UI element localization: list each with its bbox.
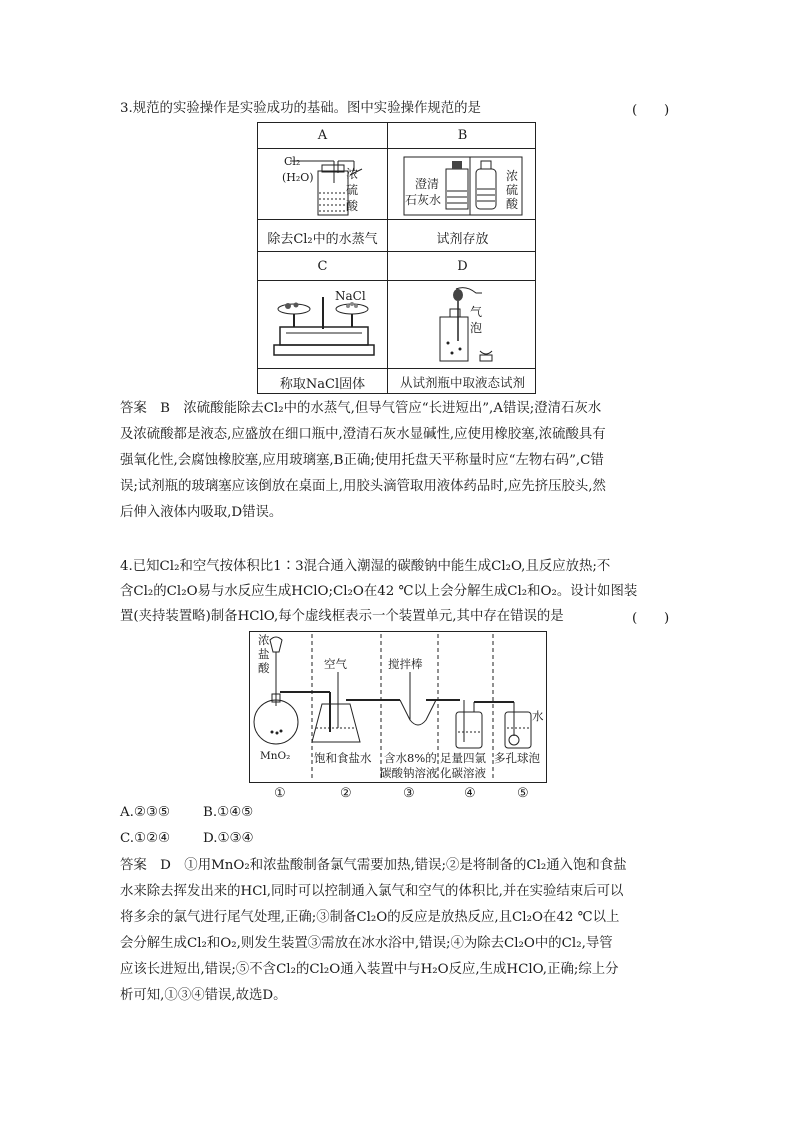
a-acid-label-2: 硫 <box>346 183 359 197</box>
q3-stem: 3.规范的实验操作是实验成功的基础。图中实验操作规范的是 <box>120 101 481 116</box>
carbonate-label-2: 碳酸钠溶液 <box>380 766 438 780</box>
air-label: 空气 <box>324 657 347 671</box>
b-limewater-label-2: 石灰水 <box>405 193 442 207</box>
conc-hcl-label-2: 盐 <box>258 647 270 661</box>
b-limewater-label-1: 澄清 <box>415 177 440 191</box>
mno2-label: MnO₂ <box>260 750 291 762</box>
a-acid-label-3: 酸 <box>346 199 359 213</box>
q4-answer-paren: ( ) <box>632 611 670 626</box>
q4-answer-line-1: 答案 D ①用MnO₂和浓盐酸制备氯气需要加热,错误;②是将制备的Cl₂通入饱和食盐 <box>120 858 627 873</box>
option-c-header: C <box>317 259 328 274</box>
option-a-header: A <box>317 128 328 143</box>
option-d: D.①③④ <box>203 831 254 846</box>
option-d-caption: 从试剂瓶中取液态试剂 <box>399 375 525 390</box>
b-acid-label-2: 硫 <box>506 183 519 197</box>
brine-label: 饱和食盐水 <box>314 751 372 765</box>
water-label: 水 <box>532 709 544 723</box>
d-bubble-label-1: 气 <box>470 305 483 319</box>
option-a: A.②③⑤ <box>120 805 170 820</box>
b-acid-label-1: 浓 <box>506 169 519 183</box>
q3-options-table <box>257 122 536 394</box>
ccl4-label-2: 化碳溶液 <box>440 766 486 780</box>
unit-number-5: ⑤ <box>517 786 529 801</box>
option-b: B.①④⑤ <box>203 805 254 820</box>
unit-number-1: ① <box>274 786 286 801</box>
q3-answer-line-3: 强氧化性,会腐蚀橡胶塞,应用玻璃塞,B正确;使用托盘天平称量时应“左物右码”,C错 <box>120 453 604 468</box>
option-c-caption: 称取NaCl固体 <box>279 377 366 392</box>
balance-diagram <box>272 293 376 363</box>
carbonate-label-1: 含水8%的 <box>384 751 437 765</box>
option-b-header: B <box>457 128 468 143</box>
option-b-caption: 试剂存放 <box>436 232 489 247</box>
a-acid-label-1: 浓 <box>346 167 359 181</box>
unit-number-4: ④ <box>464 786 476 801</box>
q4-apparatus-figure <box>249 631 547 783</box>
q4-answer-line-2: 水来除去挥发出来的HCl,同时可以控制通入氯气和空气的体积比,并在实验结束后可以 <box>120 884 624 899</box>
q3-answer-line-1: 答案 B 浓硫酸能除去Cl₂中的水蒸气,但导气管应“长进短出”,A错误;澄清石灰水 <box>120 401 602 416</box>
conc-hcl-label-3: 酸 <box>258 661 270 675</box>
d-bubble-label-2: 泡 <box>470 321 483 335</box>
option-a-caption: 除去Cl₂中的水蒸气 <box>267 232 378 247</box>
q3-answer-paren: ( ) <box>632 103 670 118</box>
q3-answer-line-5: 后伸入液体内吸取,D错误。 <box>120 505 283 520</box>
q4-answer-line-6: 析可知,①③④错误,故选D。 <box>120 988 287 1003</box>
option-c: C.①②④ <box>120 831 171 846</box>
q4-stem-line-3: 置(夹持装置略)制备HClO,每个虚线框表示一个装置单元,其中存在错误的是 <box>120 609 564 624</box>
ccl4-label-1: 足量四氯 <box>440 751 486 765</box>
option-d-header: D <box>457 259 468 274</box>
unit-number-3: ③ <box>403 786 415 801</box>
c-nacl-label: NaCl <box>335 289 366 303</box>
a-gas-label: Cl₂ <box>284 155 301 168</box>
q4-stem-line-1: 4.已知Cl₂和空气按体积比1∶3混合通入潮湿的碳酸钠中能生成Cl₂O,且反应放热;不 <box>120 559 611 574</box>
stirrer-label: 搅拌棒 <box>388 657 423 671</box>
unit-number-2: ② <box>340 786 352 801</box>
a-water-label: (H₂O) <box>282 171 314 184</box>
q4-answer-line-4: 会分解生成Cl₂和O₂,则发生装置③需放在冰水浴中,错误;④为除去Cl₂O中的Cl₂,导管 <box>120 936 613 951</box>
porous-ball-label: 多孔球泡 <box>494 751 540 765</box>
conc-hcl-label-1: 浓 <box>258 633 270 647</box>
q4-answer-line-3: 将多余的氯气进行尾气处理,正确;③制备Cl₂O的反应是放热反应,且Cl₂O在42 ℃以上 <box>120 910 620 925</box>
q4-answer-line-5: 应该长进短出,错误;⑤不含Cl₂的Cl₂O通入装置中与H₂O反应,生成HClO,正确;综上分 <box>120 962 619 977</box>
q4-stem-line-2: 含Cl₂的Cl₂O易与水反应生成HClO;Cl₂O在42 ℃以上会分解生成Cl₂和O₂。设计如图装 <box>120 584 638 599</box>
b-acid-label-3: 酸 <box>506 197 519 211</box>
dropper-bottle-diagram <box>428 283 508 367</box>
q3-answer-line-2: 及浓硫酸都是液态,应盛放在细口瓶中,澄清石灰水显碱性,应使用橡胶塞,浓硫酸具有 <box>120 427 606 442</box>
q3-answer-line-4: 误;试剂瓶的玻璃塞应该倒放在桌面上,用胶头滴管取用液体药品时,应先挤压胶头,然 <box>120 479 606 494</box>
